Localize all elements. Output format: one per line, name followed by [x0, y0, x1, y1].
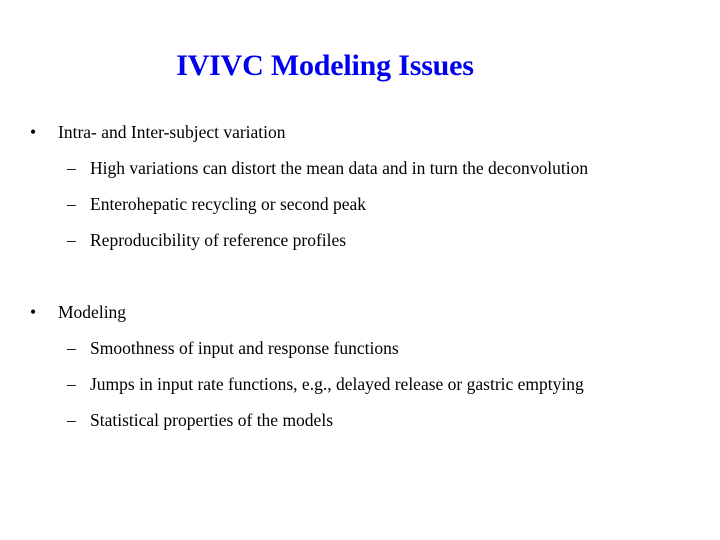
dash-icon: – — [67, 338, 76, 358]
sub-bullet-text: Jumps in input rate functions, e.g., delayed release or gastric emptying — [90, 374, 584, 394]
sub-bullet-text: Smoothness of input and response functions — [90, 338, 399, 358]
dash-icon: – — [67, 194, 76, 214]
sub-bullet-text: Reproducibility of reference profiles — [90, 230, 347, 250]
sub-bullet-text: Statistical properties of the models — [90, 410, 334, 430]
bullet-icon: • — [30, 302, 37, 322]
sub-bullet-text: High variations can distort the mean data and in turn the deconvolution — [90, 158, 589, 178]
bullet-icon: • — [30, 122, 37, 142]
bullet-text: Modeling — [58, 302, 127, 322]
dash-icon: – — [67, 374, 76, 394]
dash-icon: – — [67, 158, 76, 178]
slide-title: IVIVC Modeling Issues — [176, 49, 474, 82]
bullet-text: Intra- and Inter-subject variation — [58, 122, 286, 142]
sub-bullet-text: Enterohepatic recycling or second peak — [90, 194, 366, 214]
dash-icon: – — [67, 410, 76, 430]
dash-icon: – — [67, 230, 76, 250]
